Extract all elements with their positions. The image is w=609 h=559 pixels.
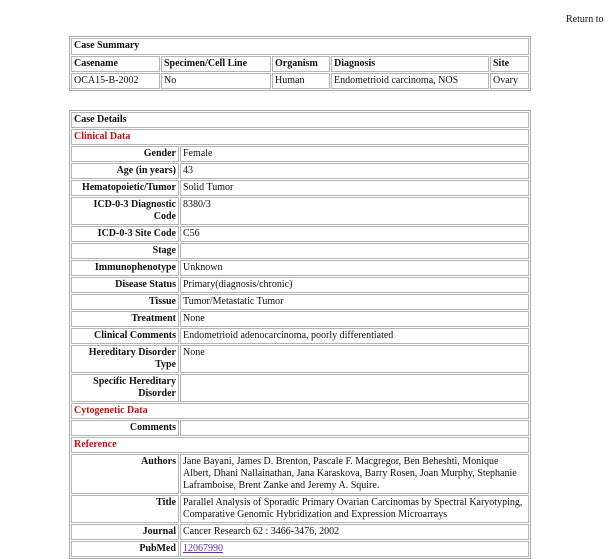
detail-value	[180, 374, 529, 402]
detail-label: Journal	[71, 524, 179, 540]
detail-label: Immunophenotype	[71, 260, 179, 276]
case-summary-title: Case Summary	[71, 38, 529, 55]
col-header-specimen: Specimen/Cell Line	[161, 56, 271, 72]
detail-value: 8380/3	[180, 197, 529, 225]
detail-row	[71, 328, 529, 344]
detail-value: None	[180, 311, 529, 327]
detail-row	[71, 454, 529, 494]
detail-value: Primary(diagnosis/chronic)	[180, 277, 529, 293]
case-summary-header-row	[71, 56, 529, 72]
detail-row	[71, 541, 529, 557]
cell-casename: OCA15-B-2002	[71, 73, 160, 89]
detail-row	[71, 420, 529, 436]
detail-label: Hematopoietic/Tumor	[71, 180, 179, 196]
detail-label: Stage	[71, 243, 179, 259]
detail-value	[180, 420, 529, 436]
detail-row	[71, 180, 529, 196]
case-details-title: Case Details	[71, 112, 529, 128]
detail-label: Clinical Comments	[71, 328, 179, 344]
detail-label: Tissue	[71, 294, 179, 310]
detail-value: Solid Tumor	[180, 180, 529, 196]
detail-label: Treatment	[71, 311, 179, 327]
detail-label: PubMed	[71, 541, 179, 557]
detail-label: Title	[71, 495, 179, 523]
col-header-organism: Organism	[272, 56, 330, 72]
col-header-diagnosis: Diagnosis	[331, 56, 489, 72]
detail-value: Cancer Research 62 : 3466-3476, 2002	[180, 524, 529, 540]
detail-value	[180, 541, 529, 557]
case-summary-table	[69, 36, 531, 91]
detail-label: ICD-0-3 Site Code	[71, 226, 179, 242]
col-header-site: Site	[490, 56, 529, 72]
detail-value: Parallel Analysis of Sporadic Primary Ovarian Carcinomas by Spectral Karyotyping, Comparative Genomic Hybridization and Expression Microarrays	[180, 495, 529, 523]
detail-label: Authors	[71, 454, 179, 494]
return-link[interactable]: Return to	[566, 14, 604, 25]
detail-row	[71, 294, 529, 310]
detail-value: Female	[180, 146, 529, 162]
detail-row	[71, 243, 529, 259]
detail-value: 43	[180, 163, 529, 179]
case-details-table	[69, 110, 531, 559]
detail-label: Specific Hereditary Disorder	[71, 374, 179, 402]
detail-row	[71, 345, 529, 373]
cell-site: Ovary	[490, 73, 529, 89]
pubmed-link[interactable]: 12067990	[183, 543, 223, 554]
col-header-casename: Casename	[71, 56, 160, 72]
cell-diagnosis: Endometrioid carcinoma, NOS	[331, 73, 489, 89]
detail-row	[71, 277, 529, 293]
cell-organism: Human	[272, 73, 330, 89]
detail-row	[71, 226, 529, 242]
detail-row	[71, 163, 529, 179]
detail-value: Tumor/Metastatic Tumor	[180, 294, 529, 310]
section-header-clinical-data: Clinical Data	[71, 129, 529, 145]
detail-row	[71, 524, 529, 540]
detail-label: ICD-0-3 Diagnostic Code	[71, 197, 179, 225]
detail-value: C56	[180, 226, 529, 242]
detail-label: Hereditary Disorder Type	[71, 345, 179, 373]
cell-specimen: No	[161, 73, 271, 89]
detail-label: Disease Status	[71, 277, 179, 293]
detail-value: None	[180, 345, 529, 373]
detail-row	[71, 374, 529, 402]
section-header-cytogenetic-data: Cytogenetic Data	[71, 403, 529, 419]
detail-label: Comments	[71, 420, 179, 436]
case-summary-row	[71, 73, 529, 89]
detail-value: Unknown	[180, 260, 529, 276]
detail-label: Age (in years)	[71, 163, 179, 179]
detail-row	[71, 495, 529, 523]
detail-row	[71, 146, 529, 162]
section-header-reference: Reference	[71, 437, 529, 453]
detail-label: Gender	[71, 146, 179, 162]
detail-value: Endometrioid adenocarcinoma, poorly differentiated	[180, 328, 529, 344]
detail-value	[180, 243, 529, 259]
detail-row	[71, 260, 529, 276]
detail-value: Jane Bayani, James D. Brenton, Pascale F. Macgregor, Ben Beheshti, Monique Albert, Dhani Nallainathan, Jana Karaskova, Barry Rosen, Joan Murphy, Stephanie Laframboise, Brent Zanke and Jeremy A. Squire.	[180, 454, 529, 494]
detail-row	[71, 311, 529, 327]
detail-row	[71, 197, 529, 225]
